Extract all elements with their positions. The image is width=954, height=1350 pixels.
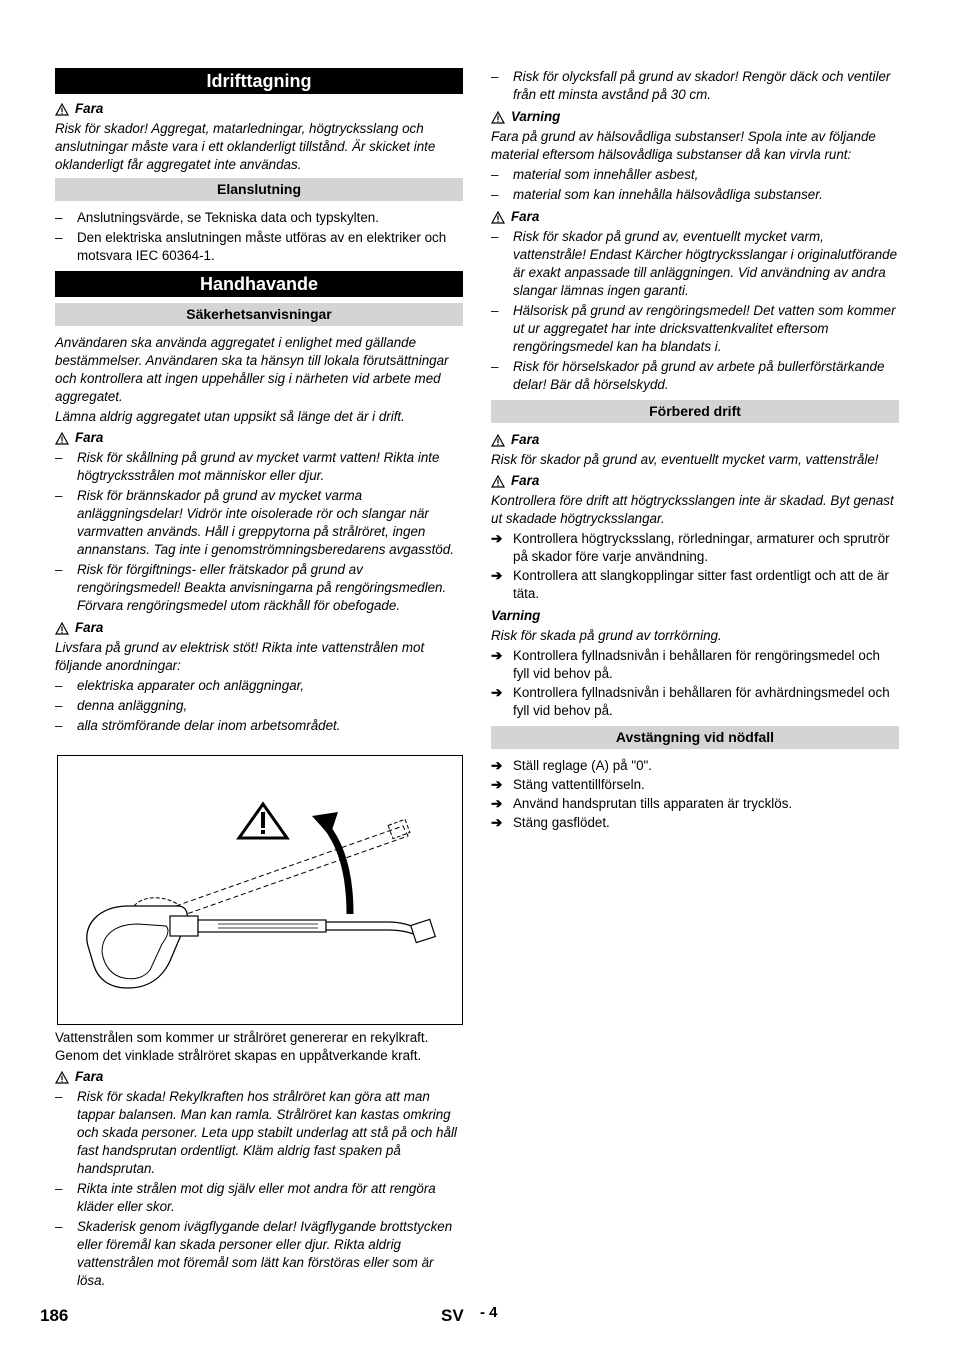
danger-list: [491, 228, 899, 394]
list-item: – Skaderisk genom ivägflygande delar! Ivägflygande brottstycken eller föremål kan skada personer eller djur. Rikta aldrig vattenstrålen mot föremål som lätt kan förstöras eller som är lösa.: [55, 1218, 463, 1290]
list-item: – material som innehåller asbest,: [491, 166, 899, 184]
danger-label: Fara: [75, 1069, 104, 1084]
list-item: [491, 647, 899, 683]
left-column: [55, 68, 463, 1294]
danger-notice: [491, 472, 899, 490]
warning-triangle-icon: [491, 475, 505, 488]
list-item: – Risk för olycksfall på grund av skador! Rengör däck och ventiler från ett minsta avstånd på 30 cm.: [491, 68, 899, 104]
danger-notice: [491, 208, 899, 226]
list-item: [491, 795, 899, 813]
list-item-text: Kontrollera att slangkopplingar sitter fast ordentligt och att de är täta.: [513, 568, 889, 601]
warning-label: Varning: [511, 109, 561, 124]
list-item: [491, 814, 899, 832]
warning-list: [491, 166, 899, 204]
arrow-right-icon: ➔: [491, 796, 503, 811]
warning-triangle-icon: [491, 434, 505, 447]
danger-notice: [55, 429, 463, 447]
danger-text: Livsfara på grund av elektrisk stöt! Rikta inte vattenstrålen mot följande anordningar:: [55, 640, 425, 673]
list-item-text: Stäng vattentillförseln.: [513, 777, 645, 792]
list-item-text: Ställ reglage (A) på "0".: [513, 758, 653, 773]
list-item: – Risk för brännskador på grund av mycket varma anläggningsdelar! Vidrör inte oisolerade rör och slangar när varmvatten används. Håll i greppytorna på strålröret, ingen annanstans. Tag inte i genomströmningsberedarens avgasstöd.: [55, 487, 463, 559]
arrow-right-icon: ➔: [491, 648, 503, 663]
danger-text: Risk för skador på grund av, eventuellt mycket varm, vattenstråle!: [491, 452, 879, 467]
danger-notice: [55, 1068, 463, 1086]
danger-label: Fara: [75, 101, 104, 116]
list-item: – alla strömförande delar inom arbetsområdet.: [55, 717, 463, 735]
list-item: – Anslutningsvärde, se Tekniska data och typskylten.: [55, 209, 463, 227]
recoil-paragraph: Vattenstrålen som kommer ur strålröret genererar en rekylkraft. Genom det vinklade strålröret skapas en uppåtverkande kraft.: [55, 1030, 429, 1063]
heading-forbered-drift: Förbered drift: [491, 400, 899, 423]
heading-elanslutning: Elanslutning: [55, 178, 463, 201]
warning-text: Risk för skada på grund av torrkörning.: [491, 628, 722, 643]
danger-label: Fara: [75, 430, 104, 445]
danger-notice: [55, 619, 463, 637]
instruction-list: [491, 757, 899, 832]
danger-list: [55, 1088, 463, 1290]
warning-label: Varning: [491, 608, 541, 623]
list-item-text: Kontrollera fyllnadsnivån i behållaren för rengöringsmedel och fyll vid behov på.: [513, 648, 880, 681]
heading-handhavande: Handhavande: [55, 271, 463, 297]
list-item: – Risk för hörselskador på grund av arbete på bullerförstärkande delar! Bär då hörselskydd.: [491, 358, 899, 394]
warning-triangle-icon: [55, 622, 69, 635]
right-column: [491, 68, 899, 836]
arrow-right-icon: ➔: [491, 531, 503, 546]
warning-notice: [491, 108, 899, 126]
list-item: – Risk för skador på grund av, eventuellt mycket varm, vattenstråle! Endast Kärcher högtrycksslangar i originalutförande är exakt anpassade till anläggningen. Vid användning av andra slangar lämnas ingen garanti.: [491, 228, 899, 300]
list-item: [491, 530, 899, 566]
list-item-text: Kontrollera högtrycksslang, rörledningar, armaturer och sprutrör på skador före varje användning.: [513, 531, 890, 564]
danger-list: [491, 68, 899, 104]
danger-label: Fara: [511, 209, 540, 224]
heading-avstangning: Avstängning vid nödfall: [491, 726, 899, 749]
arrow-right-icon: ➔: [491, 815, 503, 830]
warning-triangle-icon: [491, 111, 505, 124]
list-item: [491, 757, 899, 775]
list-item: – Rikta inte strålen mot dig själv eller mot andra för att rengöra kläder eller skor.: [55, 1180, 463, 1216]
warning-triangle-icon: [55, 1071, 69, 1084]
safety-paragraph: Lämna aldrig aggregatet utan uppsikt så länge det är i drift.: [55, 409, 405, 424]
danger-text: Risk för skador! Aggregat, matarledningar, högtrycksslang och anslutningar måste vara i ett oklanderligt tillstånd. Är skicket inte oklanderligt får aggregatet inte användas.: [55, 121, 436, 172]
warning-triangle-icon: [491, 211, 505, 224]
danger-label: Fara: [511, 473, 540, 488]
list-item: [491, 776, 899, 794]
danger-label: Fara: [75, 620, 104, 635]
list-item: – Risk för skada! Rekylkraften hos strålröret kan göra att man tappar balansen. Man kan ramla. Strålröret kan kastas omkring och skada personer. Leta upp stabilt underlag att stå på och håll fast handsprutan ordentligt. Kläm aldrig fast spaken på handsprutan.: [55, 1088, 463, 1178]
list-item: – Risk för skållning på grund av mycket varmt vatten! Rikta inte högtrycksstrålen mot människor eller djur.: [55, 449, 463, 485]
arrow-right-icon: ➔: [491, 568, 503, 583]
page-number: 186: [40, 1306, 69, 1325]
safety-paragraph: Användaren ska använda aggregatet i enlighet med gällande bestämmelser. Användaren ska ta hänsyn till lokala förutsättningar och kontrollera att ingen uppehåller sig i närheten vid arbete med aggregatet.: [55, 335, 449, 404]
danger-text: Kontrollera före drift att högtrycksslangen inte är skadad. Byt genast ut skadade högtrycksslangar.: [491, 493, 894, 526]
list-item: – Risk för förgiftnings- eller frätskador på grund av rengöringsmedel! Beakta anvisningarna på rengöringsmedlen. Förvara rengöringsmedel utom räckhåll för obefogade.: [55, 561, 463, 615]
list-item: – material som kan innehålla hälsovådliga substanser.: [491, 186, 899, 204]
list-item: – Den elektriska anslutningen måste utföras av en elektriker och motsvara IEC 60364-1.: [55, 229, 463, 265]
danger-list: [55, 677, 463, 735]
arrow-right-icon: ➔: [491, 777, 503, 792]
arrow-right-icon: ➔: [491, 685, 503, 700]
warning-text: Fara på grund av hälsovådliga substanser! Spola inte av följande material eftersom hälsovådliga substanser då kan virvla runt:: [491, 129, 876, 162]
danger-notice: [55, 100, 463, 118]
warning-notice: [491, 607, 899, 625]
list-item: – elektriska apparater och anläggningar,: [55, 677, 463, 695]
instruction-list: [491, 647, 899, 720]
heading-sakerhetsanvisningar: Säkerhetsanvisningar: [55, 303, 463, 326]
instruction-list: [491, 530, 899, 603]
list-item: [491, 567, 899, 603]
list-item: [491, 684, 899, 720]
list-item: – Hälsorisk på grund av rengöringsmedel! Det vatten som kommer ut ur aggregatet har inte dricksvattenkvalitet eftersom rengöringsmedel kan ha blandats i.: [491, 302, 899, 356]
warning-triangle-icon: [55, 432, 69, 445]
list-item-text: Stäng gasflödet.: [513, 815, 610, 830]
danger-label: Fara: [511, 432, 540, 447]
danger-list: [55, 449, 463, 615]
list-item: – denna anläggning,: [55, 697, 463, 715]
elanslutning-list: [55, 209, 463, 265]
spray-gun-recoil-drawing: [58, 756, 462, 1024]
language-code: SV: [441, 1306, 464, 1325]
section-number: - 4: [480, 1304, 498, 1321]
warning-triangle-icon: [55, 103, 69, 116]
danger-notice: [491, 431, 899, 449]
recoil-illustration: [57, 755, 463, 1025]
arrow-right-icon: ➔: [491, 758, 503, 773]
list-item-text: Kontrollera fyllnadsnivån i behållaren för avhärdningsmedel och fyll vid behov på.: [513, 685, 890, 718]
heading-idrifttagning: Idrifttagning: [55, 68, 463, 94]
list-item-text: Använd handsprutan tills apparaten är trycklös.: [513, 796, 793, 811]
